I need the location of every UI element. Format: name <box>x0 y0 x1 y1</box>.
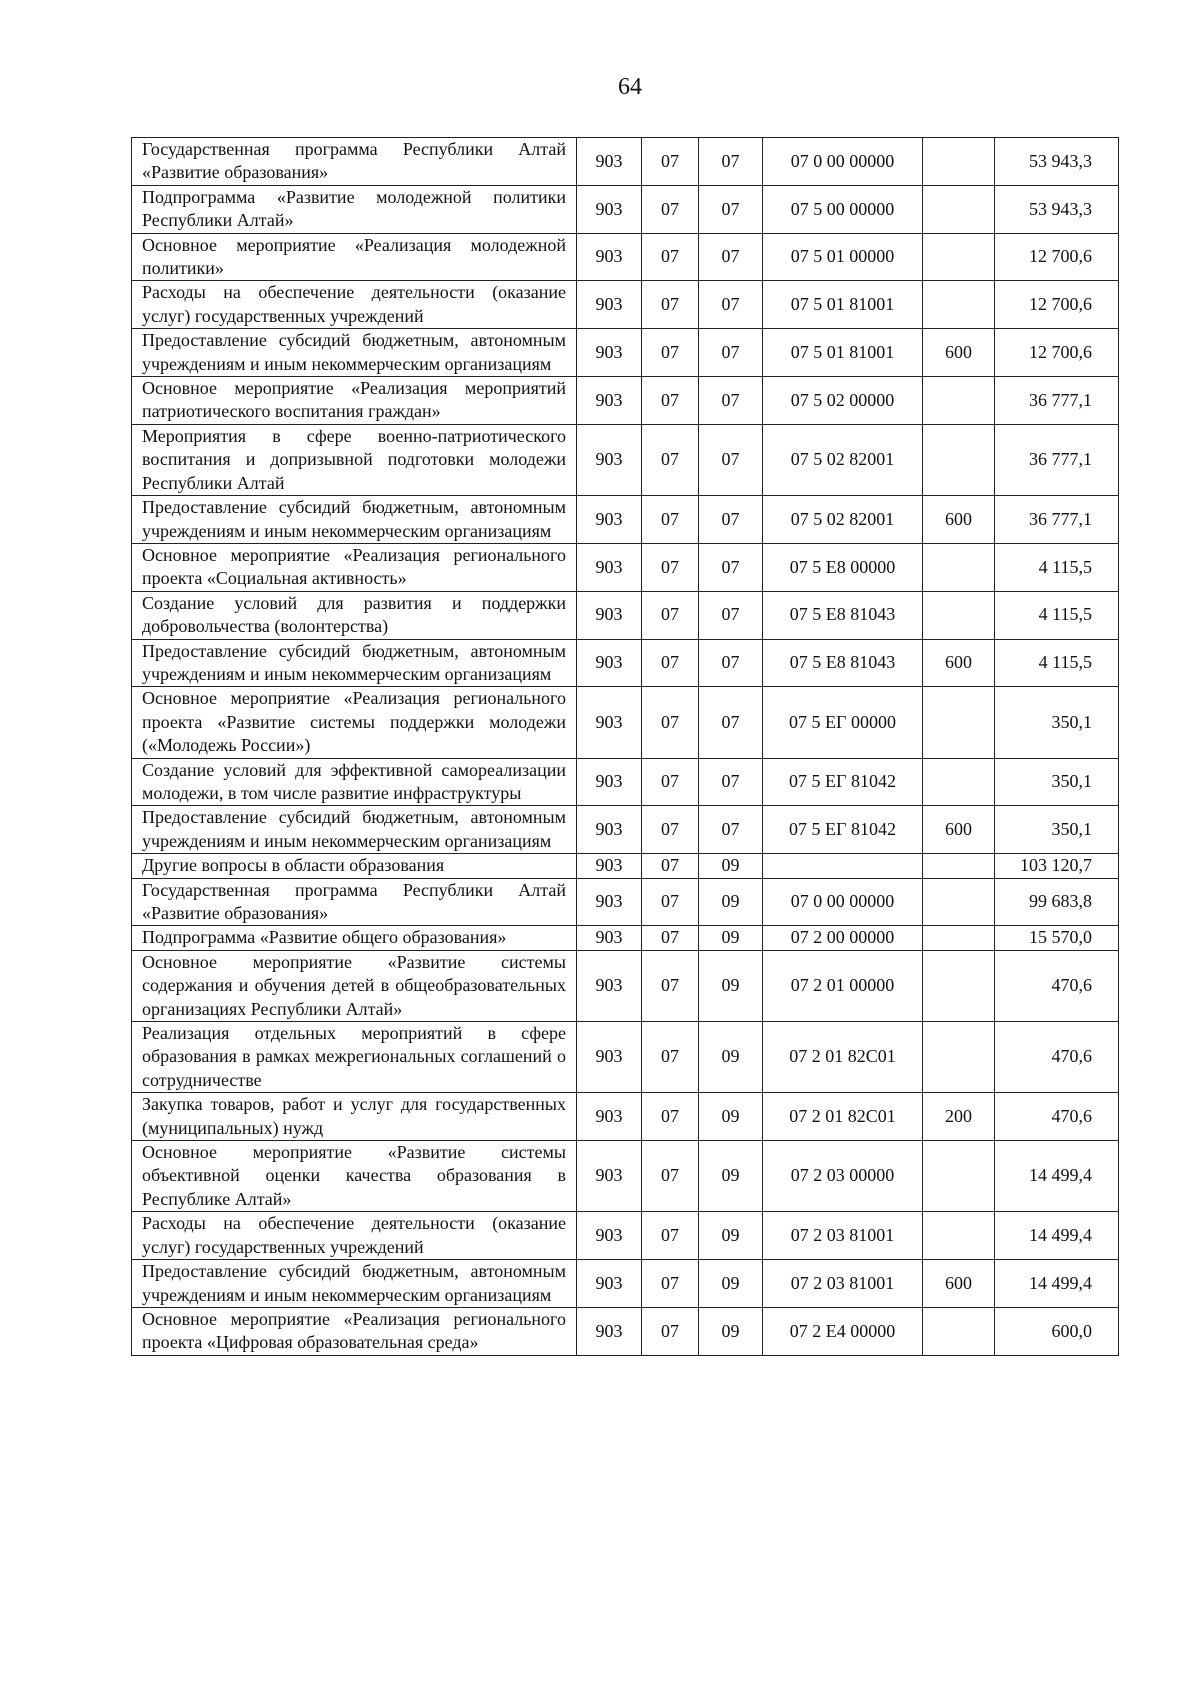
section-code-cell: 07 <box>642 591 699 639</box>
amount-cell: 12 700,6 <box>995 329 1119 377</box>
amount-cell: 350,1 <box>995 806 1119 854</box>
amount-cell: 53 943,3 <box>995 138 1119 186</box>
section-code-cell: 07 <box>642 950 699 1021</box>
ministry-code-cell: 903 <box>577 377 642 425</box>
target-article-cell: 07 5 01 81001 <box>763 329 923 377</box>
ministry-code-cell: 903 <box>577 687 642 758</box>
subsection-code-cell: 07 <box>699 138 763 186</box>
table-row <box>132 281 1119 329</box>
subsection-code-cell: 09 <box>699 1212 763 1260</box>
target-article-cell: 07 2 01 82С01 <box>763 1093 923 1141</box>
expense-type-cell <box>923 1022 995 1093</box>
amount-cell: 470,6 <box>995 950 1119 1021</box>
target-article-cell: 07 0 00 00000 <box>763 878 923 926</box>
target-article-cell: 07 5 02 82001 <box>763 496 923 544</box>
expense-type-cell <box>923 1307 995 1355</box>
target-article-cell: 07 5 ЕГ 00000 <box>763 687 923 758</box>
ministry-code-cell: 903 <box>577 1022 642 1093</box>
expense-type-cell <box>923 926 995 950</box>
ministry-code-cell: 903 <box>577 806 642 854</box>
ministry-code-cell: 903 <box>577 1093 642 1141</box>
row-name-cell: Предоставление субсидий бюджетным, автономным учреждениям и иным некоммерческим организациям <box>132 806 577 854</box>
row-name-cell: Предоставление субсидий бюджетным, автономным учреждениям и иным некоммерческим организациям <box>132 1260 577 1308</box>
section-code-cell: 07 <box>642 878 699 926</box>
ministry-code-cell: 903 <box>577 1141 642 1212</box>
amount-cell: 14 499,4 <box>995 1260 1119 1308</box>
amount-cell: 350,1 <box>995 758 1119 806</box>
ministry-code-cell: 903 <box>577 591 642 639</box>
amount-cell: 103 120,7 <box>995 854 1119 878</box>
target-article-cell: 07 5 E8 81043 <box>763 591 923 639</box>
section-code-cell: 07 <box>642 1212 699 1260</box>
expense-type-cell <box>923 185 995 233</box>
target-article-cell: 07 5 E8 81043 <box>763 639 923 687</box>
table-row <box>132 543 1119 591</box>
target-article-cell: 07 2 01 00000 <box>763 950 923 1021</box>
ministry-code-cell: 903 <box>577 1260 642 1308</box>
expense-type-cell <box>923 591 995 639</box>
section-code-cell: 07 <box>642 1093 699 1141</box>
expense-type-cell <box>923 281 995 329</box>
target-article-cell: 07 2 03 00000 <box>763 1141 923 1212</box>
target-article-cell: 07 2 00 00000 <box>763 926 923 950</box>
subsection-code-cell: 07 <box>699 377 763 425</box>
row-name-cell: Государственная программа Республики Алтай «Развитие образования» <box>132 878 577 926</box>
amount-cell: 12 700,6 <box>995 233 1119 281</box>
subsection-code-cell: 09 <box>699 878 763 926</box>
table-row <box>132 639 1119 687</box>
expense-type-cell: 200 <box>923 1093 995 1141</box>
expense-type-cell <box>923 758 995 806</box>
table-row <box>132 806 1119 854</box>
target-article-cell: 07 5 00 00000 <box>763 185 923 233</box>
table-row <box>132 233 1119 281</box>
ministry-code-cell: 903 <box>577 854 642 878</box>
target-article-cell: 07 2 03 81001 <box>763 1212 923 1260</box>
section-code-cell: 07 <box>642 806 699 854</box>
target-article-cell: 07 5 ЕГ 81042 <box>763 806 923 854</box>
ministry-code-cell: 903 <box>577 281 642 329</box>
ministry-code-cell: 903 <box>577 543 642 591</box>
table-row <box>132 1260 1119 1308</box>
row-name-cell: Расходы на обеспечение деятельности (оказание услуг) государственных учреждений <box>132 1212 577 1260</box>
subsection-code-cell: 09 <box>699 1307 763 1355</box>
subsection-code-cell: 07 <box>699 424 763 495</box>
expense-type-cell <box>923 424 995 495</box>
target-article-cell: 07 2 01 82С01 <box>763 1022 923 1093</box>
expense-type-cell <box>923 1212 995 1260</box>
budget-table <box>131 137 1119 1356</box>
ministry-code-cell: 903 <box>577 185 642 233</box>
subsection-code-cell: 07 <box>699 687 763 758</box>
target-article-cell: 07 2 E4 00000 <box>763 1307 923 1355</box>
expense-type-cell <box>923 233 995 281</box>
subsection-code-cell: 07 <box>699 233 763 281</box>
target-article-cell: 07 5 01 00000 <box>763 233 923 281</box>
row-name-cell: Государственная программа Республики Алтай «Развитие образования» <box>132 138 577 186</box>
subsection-code-cell: 07 <box>699 591 763 639</box>
row-name-cell: Предоставление субсидий бюджетным, автономным учреждениям и иным некоммерческим организациям <box>132 329 577 377</box>
expense-type-cell <box>923 878 995 926</box>
amount-cell: 600,0 <box>995 1307 1119 1355</box>
amount-cell: 53 943,3 <box>995 185 1119 233</box>
subsection-code-cell: 09 <box>699 1141 763 1212</box>
ministry-code-cell: 903 <box>577 758 642 806</box>
table-row <box>132 377 1119 425</box>
row-name-cell: Основное мероприятие «Развитие системы объективной оценки качества образования в Республике Алтай» <box>132 1141 577 1212</box>
row-name-cell: Основное мероприятие «Реализация регионального проекта «Цифровая образовательная среда» <box>132 1307 577 1355</box>
subsection-code-cell: 09 <box>699 1260 763 1308</box>
table-body <box>132 138 1119 1356</box>
amount-cell: 4 115,5 <box>995 639 1119 687</box>
ministry-code-cell: 903 <box>577 1212 642 1260</box>
section-code-cell: 07 <box>642 1141 699 1212</box>
expense-type-cell <box>923 687 995 758</box>
section-code-cell: 07 <box>642 926 699 950</box>
target-article-cell: 07 5 E8 00000 <box>763 543 923 591</box>
subsection-code-cell: 09 <box>699 1093 763 1141</box>
table-row <box>132 950 1119 1021</box>
subsection-code-cell: 07 <box>699 496 763 544</box>
section-code-cell: 07 <box>642 1260 699 1308</box>
row-name-cell: Закупка товаров, работ и услуг для государственных (муниципальных) нужд <box>132 1093 577 1141</box>
section-code-cell: 07 <box>642 185 699 233</box>
expense-type-cell <box>923 854 995 878</box>
row-name-cell: Создание условий для эффективной самореализации молодежи, в том числе развитие инфраструктуры <box>132 758 577 806</box>
amount-cell: 470,6 <box>995 1093 1119 1141</box>
amount-cell: 14 499,4 <box>995 1141 1119 1212</box>
ministry-code-cell: 903 <box>577 496 642 544</box>
section-code-cell: 07 <box>642 854 699 878</box>
subsection-code-cell: 09 <box>699 950 763 1021</box>
row-name-cell: Подпрограмма «Развитие молодежной политики Республики Алтай» <box>132 185 577 233</box>
subsection-code-cell: 07 <box>699 806 763 854</box>
table-row <box>132 496 1119 544</box>
amount-cell: 470,6 <box>995 1022 1119 1093</box>
target-article-cell: 07 2 03 81001 <box>763 1260 923 1308</box>
row-name-cell: Другие вопросы в области образования <box>132 854 577 878</box>
target-article-cell <box>763 854 923 878</box>
row-name-cell: Подпрограмма «Развитие общего образования» <box>132 926 577 950</box>
subsection-code-cell: 07 <box>699 543 763 591</box>
subsection-code-cell: 09 <box>699 1022 763 1093</box>
section-code-cell: 07 <box>642 377 699 425</box>
table-row <box>132 758 1119 806</box>
table-row <box>132 1212 1119 1260</box>
table-row <box>132 1307 1119 1355</box>
expense-type-cell <box>923 543 995 591</box>
ministry-code-cell: 903 <box>577 424 642 495</box>
target-article-cell: 07 0 00 00000 <box>763 138 923 186</box>
row-name-cell: Основное мероприятие «Реализация молодежной политики» <box>132 233 577 281</box>
section-code-cell: 07 <box>642 496 699 544</box>
row-name-cell: Основное мероприятие «Развитие системы содержания и обучения детей в общеобразовательных организациях Республики Алтай» <box>132 950 577 1021</box>
table-row <box>132 1093 1119 1141</box>
ministry-code-cell: 903 <box>577 138 642 186</box>
section-code-cell: 07 <box>642 281 699 329</box>
target-article-cell: 07 5 02 82001 <box>763 424 923 495</box>
subsection-code-cell: 07 <box>699 639 763 687</box>
amount-cell: 99 683,8 <box>995 878 1119 926</box>
table-row <box>132 185 1119 233</box>
section-code-cell: 07 <box>642 1022 699 1093</box>
row-name-cell: Основное мероприятие «Реализация регионального проекта «Развитие системы поддержки молодежи («Молодежь России») <box>132 687 577 758</box>
section-code-cell: 07 <box>642 233 699 281</box>
expense-type-cell <box>923 1141 995 1212</box>
table-row <box>132 591 1119 639</box>
expense-type-cell <box>923 377 995 425</box>
page-number: 64 <box>618 74 642 100</box>
table-row <box>132 1022 1119 1093</box>
row-name-cell: Основное мероприятие «Реализация мероприятий патриотического воспитания граждан» <box>132 377 577 425</box>
table-row <box>132 926 1119 950</box>
section-code-cell: 07 <box>642 687 699 758</box>
table-row <box>132 138 1119 186</box>
table-row <box>132 424 1119 495</box>
ministry-code-cell: 903 <box>577 926 642 950</box>
row-name-cell: Мероприятия в сфере военно-патриотического воспитания и допризывной подготовки молодежи Республики Алтай <box>132 424 577 495</box>
ministry-code-cell: 903 <box>577 233 642 281</box>
section-code-cell: 07 <box>642 758 699 806</box>
amount-cell: 4 115,5 <box>995 591 1119 639</box>
expense-type-cell: 600 <box>923 639 995 687</box>
amount-cell: 36 777,1 <box>995 377 1119 425</box>
amount-cell: 14 499,4 <box>995 1212 1119 1260</box>
table-row <box>132 687 1119 758</box>
row-name-cell: Предоставление субсидий бюджетным, автономным учреждениям и иным некоммерческим организациям <box>132 496 577 544</box>
amount-cell: 12 700,6 <box>995 281 1119 329</box>
amount-cell: 36 777,1 <box>995 424 1119 495</box>
amount-cell: 4 115,5 <box>995 543 1119 591</box>
target-article-cell: 07 5 02 00000 <box>763 377 923 425</box>
amount-cell: 350,1 <box>995 687 1119 758</box>
section-code-cell: 07 <box>642 543 699 591</box>
subsection-code-cell: 07 <box>699 758 763 806</box>
section-code-cell: 07 <box>642 329 699 377</box>
ministry-code-cell: 903 <box>577 950 642 1021</box>
expense-type-cell <box>923 138 995 186</box>
target-article-cell: 07 5 ЕГ 81042 <box>763 758 923 806</box>
row-name-cell: Основное мероприятие «Реализация регионального проекта «Социальная активность» <box>132 543 577 591</box>
row-name-cell: Создание условий для развития и поддержки добровольчества (волонтерства) <box>132 591 577 639</box>
subsection-code-cell: 09 <box>699 926 763 950</box>
ministry-code-cell: 903 <box>577 1307 642 1355</box>
section-code-cell: 07 <box>642 138 699 186</box>
expense-type-cell: 600 <box>923 1260 995 1308</box>
section-code-cell: 07 <box>642 424 699 495</box>
table-row <box>132 329 1119 377</box>
row-name-cell: Расходы на обеспечение деятельности (оказание услуг) государственных учреждений <box>132 281 577 329</box>
ministry-code-cell: 903 <box>577 878 642 926</box>
row-name-cell: Предоставление субсидий бюджетным, автономным учреждениям и иным некоммерческим организациям <box>132 639 577 687</box>
subsection-code-cell: 07 <box>699 281 763 329</box>
expense-type-cell: 600 <box>923 496 995 544</box>
expense-type-cell: 600 <box>923 806 995 854</box>
ministry-code-cell: 903 <box>577 639 642 687</box>
row-name-cell: Реализация отдельных мероприятий в сфере образования в рамках межрегиональных соглашений о сотрудничестве <box>132 1022 577 1093</box>
subsection-code-cell: 07 <box>699 185 763 233</box>
ministry-code-cell: 903 <box>577 329 642 377</box>
subsection-code-cell: 07 <box>699 329 763 377</box>
table-row <box>132 854 1119 878</box>
section-code-cell: 07 <box>642 639 699 687</box>
target-article-cell: 07 5 01 81001 <box>763 281 923 329</box>
subsection-code-cell: 09 <box>699 854 763 878</box>
section-code-cell: 07 <box>642 1307 699 1355</box>
expense-type-cell: 600 <box>923 329 995 377</box>
table-row <box>132 1141 1119 1212</box>
table-row <box>132 878 1119 926</box>
expense-type-cell <box>923 950 995 1021</box>
amount-cell: 36 777,1 <box>995 496 1119 544</box>
amount-cell: 15 570,0 <box>995 926 1119 950</box>
